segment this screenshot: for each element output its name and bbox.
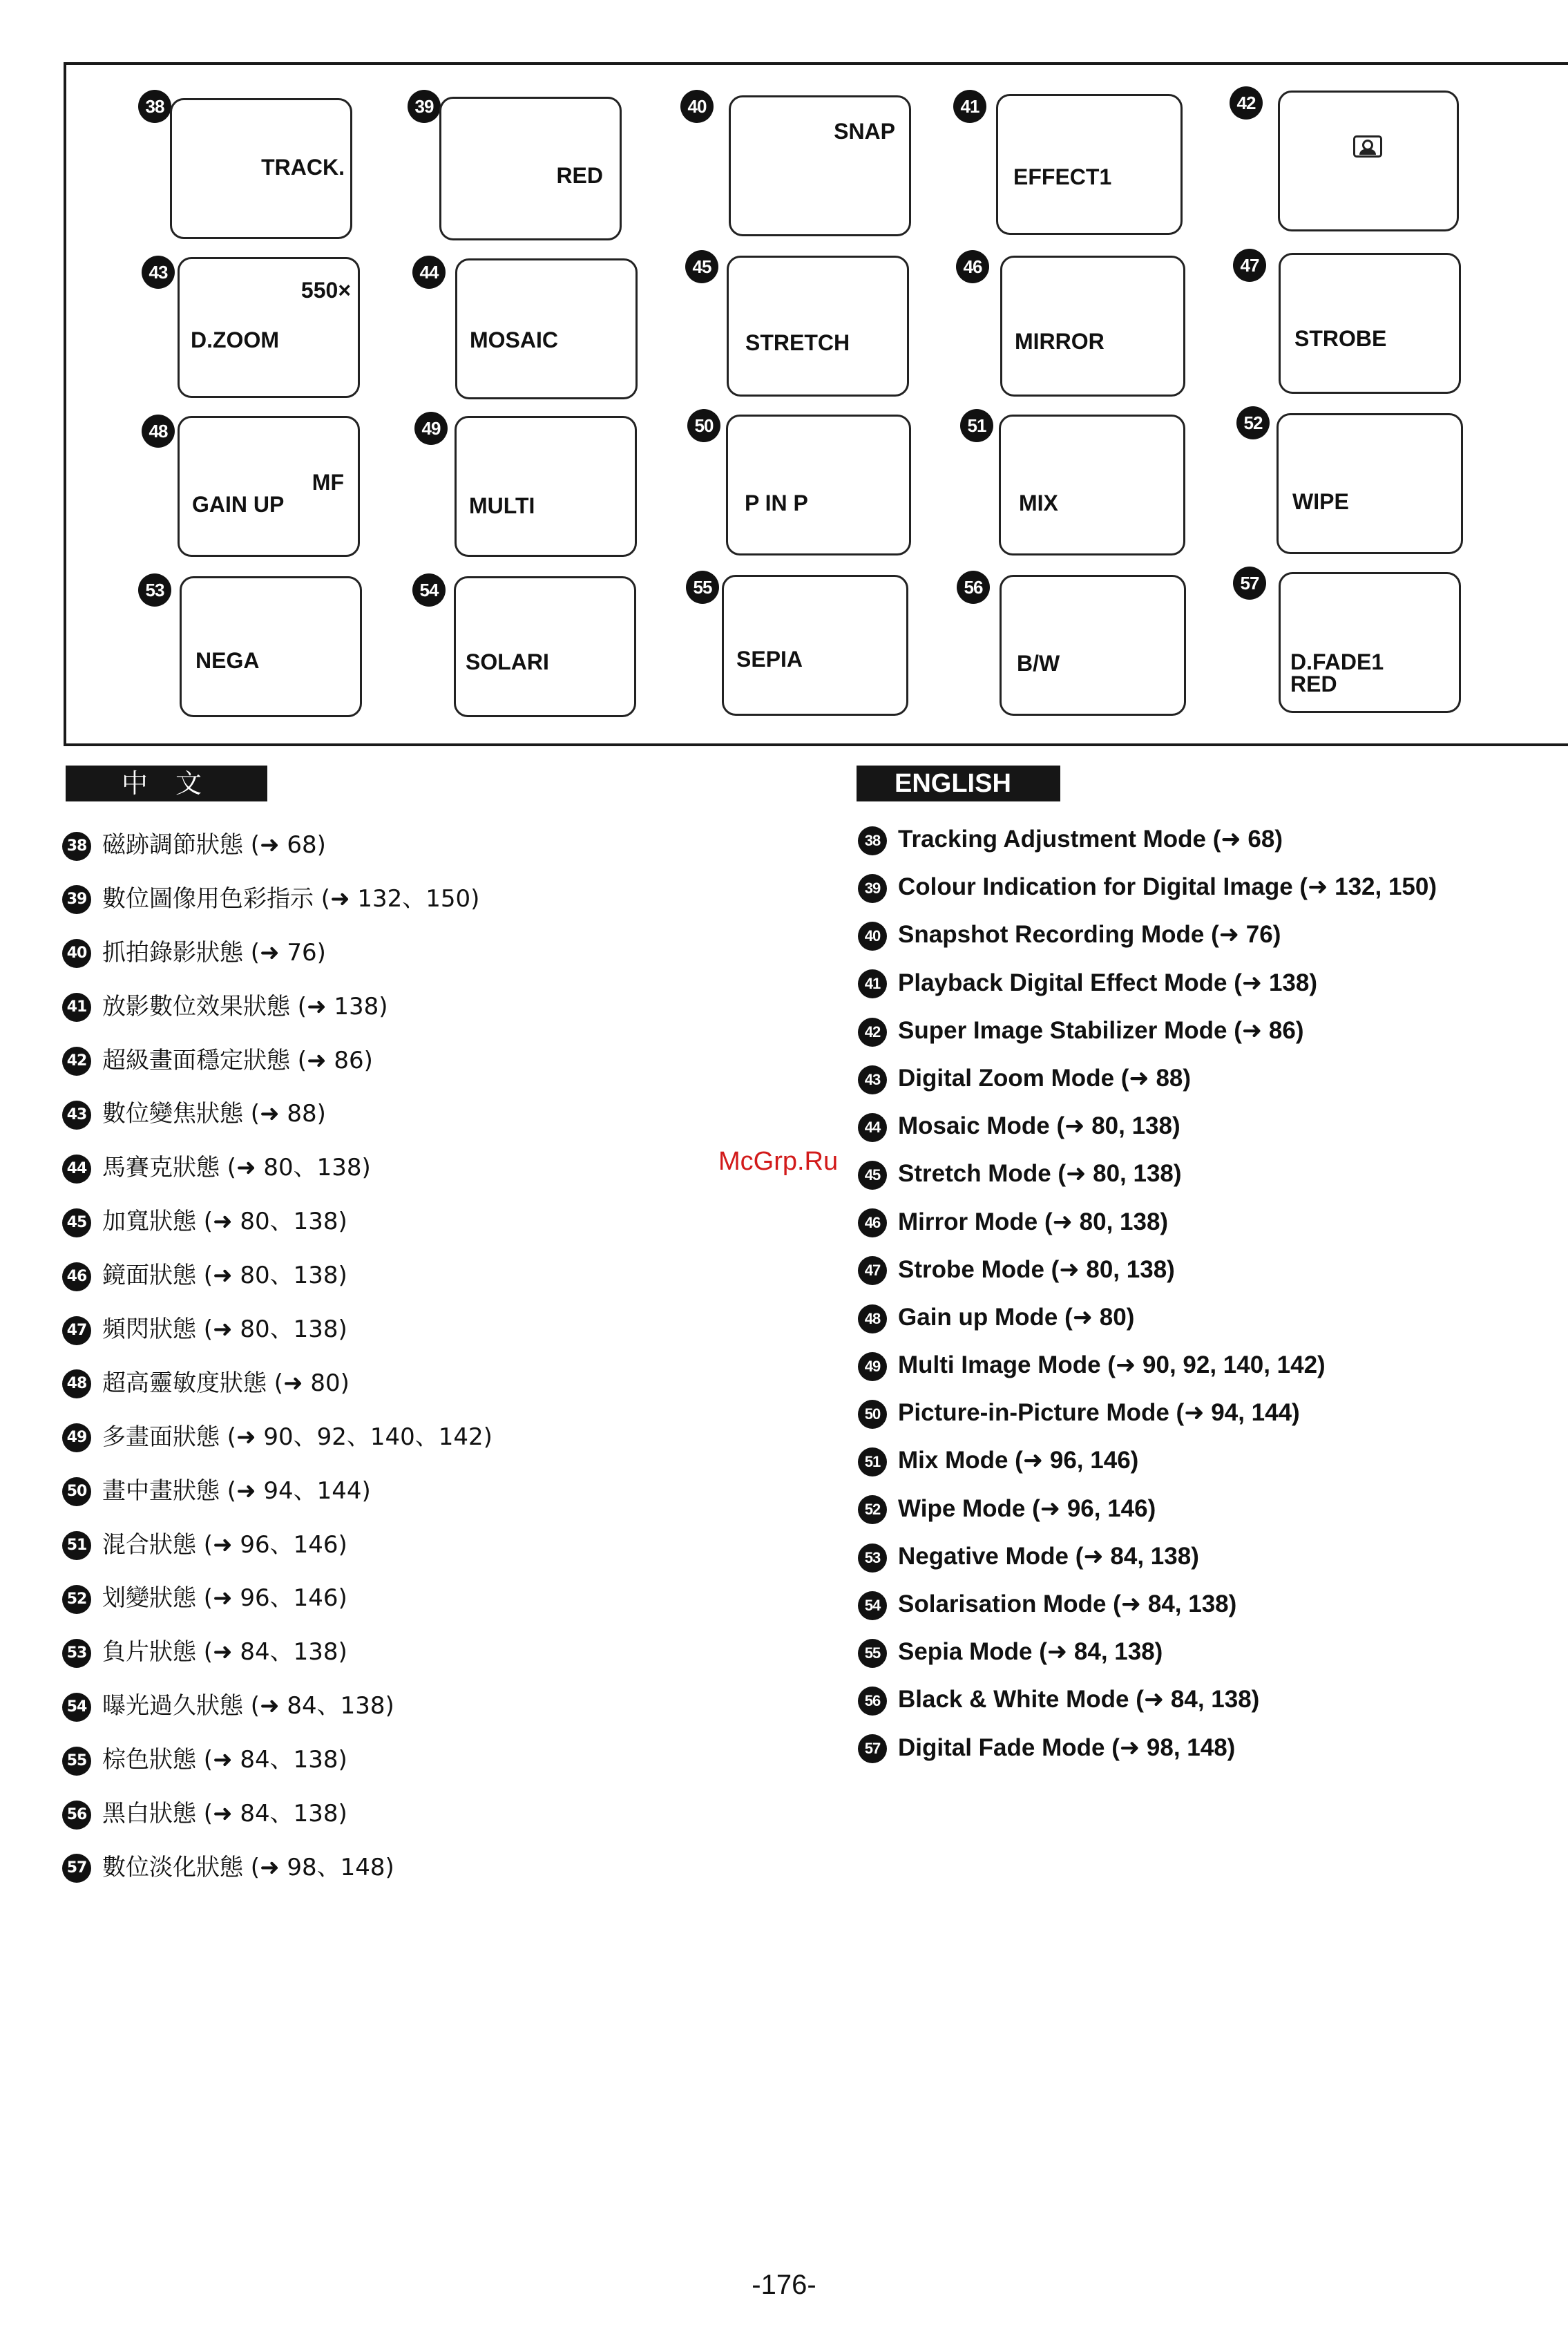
display-label: MIX	[1019, 491, 1058, 515]
list-item-text: Mosaic Mode (➜ 80, 138)	[898, 1112, 1180, 1140]
item-number-badge: 55	[686, 571, 719, 604]
english-mode-list	[858, 822, 1437, 1778]
display-label: STROBE	[1294, 326, 1387, 351]
list-item-text: 曝光過久狀態 (➜ 84、138)	[102, 1692, 394, 1720]
display-cell-54	[412, 573, 689, 736]
display-cell-44	[412, 256, 689, 418]
list-item-text: Sepia Mode (➜ 84, 138)	[898, 1638, 1163, 1666]
list-item	[62, 1204, 493, 1258]
item-number-badge: 56	[858, 1687, 887, 1716]
item-number-badge: 41	[953, 90, 986, 123]
display-cell-53	[138, 573, 414, 736]
list-item-text: 畫中畫狀態 (➜ 94、144)	[102, 1476, 371, 1505]
list-item-text: 黑白狀態 (➜ 84、138)	[102, 1800, 347, 1828]
list-item	[858, 1300, 1437, 1348]
item-number-badge: 42	[62, 1047, 91, 1076]
display-screen	[1277, 413, 1463, 554]
list-item	[62, 1150, 493, 1204]
list-item	[62, 1742, 493, 1796]
display-screen	[455, 416, 637, 557]
display-cell-38	[138, 90, 414, 252]
item-number-badge: 55	[858, 1639, 887, 1668]
list-item-text: Multi Image Mode (➜ 90, 92, 140, 142)	[898, 1351, 1326, 1379]
item-number-badge: 52	[62, 1585, 91, 1614]
list-item	[62, 1258, 493, 1312]
list-item-text: Strobe Mode (➜ 80, 138)	[898, 1255, 1175, 1283]
list-item	[858, 1443, 1437, 1491]
display-screen	[726, 415, 911, 555]
display-label: SEPIA	[736, 647, 803, 672]
list-item	[62, 1312, 493, 1366]
list-item	[858, 1109, 1437, 1157]
list-item-text: Black & White Mode (➜ 84, 138)	[898, 1686, 1260, 1713]
list-item-text: Wipe Mode (➜ 96, 146)	[898, 1494, 1156, 1522]
display-screen	[454, 576, 636, 717]
item-number-badge: 53	[62, 1639, 91, 1668]
list-item	[62, 1420, 493, 1474]
item-number-badge: 51	[858, 1447, 887, 1476]
list-item-text: Playback Digital Effect Mode (➜ 138)	[898, 969, 1317, 996]
display-screen	[727, 256, 909, 397]
display-cell-52	[1236, 406, 1513, 569]
item-number-badge: 54	[412, 573, 446, 607]
list-item-text: 抓拍錄影狀態 (➜ 76)	[102, 938, 326, 967]
display-label: 550×	[300, 278, 351, 303]
display-screen	[1279, 253, 1461, 394]
item-number-badge: 56	[62, 1801, 91, 1830]
list-item	[858, 1061, 1437, 1109]
page-number: -176-	[752, 2270, 816, 2300]
chinese-mode-list	[62, 828, 493, 1904]
english-section-header: ENGLISH	[857, 766, 1060, 801]
item-number-badge: 46	[956, 250, 989, 283]
list-item	[858, 1253, 1437, 1300]
list-item-text: 鏡面狀態 (➜ 80、138)	[102, 1262, 347, 1290]
list-item-text: Snapshot Recording Mode (➜ 76)	[898, 921, 1281, 949]
list-item	[858, 1682, 1437, 1730]
list-item-text: 磁跡調節狀態 (➜ 68)	[102, 831, 326, 859]
display-screen	[1279, 572, 1461, 713]
display-label: RED	[1290, 672, 1337, 696]
item-number-badge: 43	[858, 1065, 887, 1094]
item-number-badge: 46	[62, 1262, 91, 1291]
list-item	[62, 1528, 493, 1582]
list-item-text: Super Image Stabilizer Mode (➜ 86)	[898, 1016, 1304, 1044]
list-item	[858, 966, 1437, 1014]
display-screen	[455, 258, 638, 399]
list-item-text: 數位淡化狀態 (➜ 98、148)	[102, 1853, 394, 1881]
list-item	[62, 1096, 493, 1150]
display-screen	[170, 98, 352, 239]
list-item	[62, 828, 493, 882]
display-cell-40	[680, 90, 957, 252]
display-label: SOLARI	[466, 649, 549, 674]
list-item	[62, 1635, 493, 1689]
item-number-badge: 44	[858, 1113, 887, 1142]
display-cell-56	[957, 571, 1233, 733]
item-number-badge: 40	[680, 90, 714, 123]
list-item-text: 超級畫面穩定狀態 (➜ 86)	[102, 1046, 373, 1074]
display-cell-46	[956, 250, 1232, 412]
list-item-text: 多畫面狀態 (➜ 90、92、140、142)	[102, 1423, 493, 1451]
item-number-badge: 53	[138, 573, 171, 607]
item-number-badge: 51	[960, 409, 993, 442]
item-number-badge: 39	[858, 874, 887, 903]
item-number-badge: 50	[858, 1400, 887, 1429]
display-screen	[999, 415, 1185, 555]
item-number-badge: 41	[858, 969, 887, 998]
list-item	[62, 935, 493, 989]
item-number-badge: 57	[62, 1854, 91, 1883]
item-number-badge: 52	[1236, 406, 1270, 439]
list-item-text: 馬賽克狀態 (➜ 80、138)	[102, 1154, 371, 1182]
list-item-text: Solarisation Mode (➜ 84, 138)	[898, 1590, 1237, 1617]
item-number-badge: 52	[858, 1495, 887, 1524]
item-number-badge: 45	[685, 250, 718, 283]
item-number-badge: 43	[142, 256, 175, 289]
list-item	[62, 1474, 493, 1528]
list-item-text: 棕色狀態 (➜ 84、138)	[102, 1746, 347, 1774]
list-item-text: 放影數位效果狀態 (➜ 138)	[102, 992, 388, 1020]
display-label: TRACK.	[261, 155, 345, 180]
display-cell-49	[414, 412, 691, 574]
list-item-text: Picture-in-Picture Mode (➜ 94, 144)	[898, 1399, 1300, 1427]
list-item-text: Gain up Mode (➜ 80)	[898, 1303, 1135, 1331]
item-number-badge: 47	[858, 1256, 887, 1285]
list-item	[62, 1850, 493, 1904]
list-item-text: 加寬狀態 (➜ 80、138)	[102, 1208, 347, 1236]
display-screen	[439, 97, 622, 240]
item-number-badge: 50	[62, 1477, 91, 1506]
list-item	[62, 1689, 493, 1742]
list-item-text: Colour Indication for Digital Image (➜ 132, 150)	[898, 873, 1437, 901]
chinese-section-header: 中 文	[66, 766, 267, 801]
list-item	[858, 1587, 1437, 1635]
display-screen	[729, 95, 911, 236]
item-number-badge: 50	[687, 409, 720, 442]
list-item	[858, 1396, 1437, 1443]
list-item	[858, 1157, 1437, 1204]
list-item	[858, 1348, 1437, 1396]
item-number-badge: 53	[858, 1544, 887, 1573]
list-item	[62, 1366, 493, 1420]
list-item	[858, 1731, 1437, 1778]
display-screen	[180, 576, 362, 717]
list-item-text: Stretch Mode (➜ 80, 138)	[898, 1160, 1182, 1188]
display-cell-39	[408, 90, 684, 252]
list-item-text: 超高靈敏度狀態 (➜ 80)	[102, 1369, 350, 1397]
list-item	[62, 1043, 493, 1097]
list-item-text: Negative Mode (➜ 84, 138)	[898, 1542, 1199, 1570]
item-number-badge: 38	[858, 826, 887, 855]
display-label: MF	[312, 470, 344, 495]
display-label: STRETCH	[745, 330, 850, 355]
list-item-text: Digital Zoom Mode (➜ 88)	[898, 1064, 1192, 1092]
item-number-badge: 56	[957, 571, 990, 604]
list-item-text: 數位變焦狀態 (➜ 88)	[102, 1100, 326, 1128]
list-item	[858, 1635, 1437, 1682]
display-screen	[1278, 91, 1459, 231]
list-item	[858, 870, 1437, 918]
list-item	[858, 918, 1437, 965]
item-number-badge: 49	[414, 412, 448, 445]
display-label: MULTI	[469, 493, 535, 518]
item-number-badge: 55	[62, 1747, 91, 1776]
display-cell-45	[685, 250, 962, 412]
list-item-text: Digital Fade Mode (➜ 98, 148)	[898, 1734, 1236, 1761]
item-number-badge: 43	[62, 1101, 91, 1130]
display-screen	[1000, 575, 1186, 716]
item-number-badge: 48	[62, 1369, 91, 1398]
item-number-badge: 51	[62, 1531, 91, 1560]
list-item	[858, 1205, 1437, 1253]
image-stabilizer-icon	[1353, 135, 1382, 158]
item-number-badge: 48	[858, 1304, 887, 1333]
list-item-text: Tracking Adjustment Mode (➜ 68)	[898, 826, 1283, 853]
display-cell-42	[1230, 86, 1506, 249]
item-number-badge: 47	[1233, 249, 1266, 282]
display-label: D.FADE1	[1290, 649, 1384, 674]
display-screen	[178, 257, 360, 398]
item-number-badge: 47	[62, 1316, 91, 1345]
display-screen	[1000, 256, 1185, 397]
display-label: RED	[556, 163, 603, 188]
watermark-text: McGrp.Ru	[718, 1147, 839, 1176]
item-number-badge: 57	[858, 1734, 887, 1763]
list-item	[62, 1796, 493, 1850]
display-cell-41	[953, 90, 1230, 252]
list-item-text: 數位圖像用色彩指示 (➜ 132、150)	[102, 884, 480, 913]
item-number-badge: 38	[138, 90, 171, 123]
display-cell-57	[1233, 567, 1509, 729]
list-item-text: 混合狀態 (➜ 96、146)	[102, 1530, 347, 1559]
display-screen	[996, 94, 1183, 235]
display-label: P IN P	[745, 491, 808, 515]
display-label: GAIN UP	[192, 492, 285, 517]
list-item	[62, 882, 493, 935]
item-number-badge: 39	[62, 885, 91, 914]
item-number-badge: 45	[858, 1161, 887, 1190]
display-label: EFFECT1	[1013, 164, 1112, 189]
display-cell-47	[1233, 249, 1509, 411]
list-item-text: 划變狀態 (➜ 96、146)	[102, 1584, 347, 1613]
item-number-badge: 39	[408, 90, 441, 123]
display-cell-55	[686, 571, 962, 733]
display-label: MOSAIC	[470, 327, 558, 352]
item-number-badge: 41	[62, 993, 91, 1022]
item-number-badge: 40	[858, 922, 887, 951]
display-cell-43	[142, 256, 418, 418]
display-cell-51	[960, 409, 1236, 571]
list-item	[62, 1581, 493, 1635]
list-item	[858, 1539, 1437, 1587]
item-number-badge: 57	[1233, 567, 1266, 600]
display-cell-50	[687, 409, 964, 571]
item-number-badge: 49	[858, 1352, 887, 1381]
item-number-badge: 42	[858, 1018, 887, 1047]
item-number-badge: 38	[62, 832, 91, 861]
list-item-text: Mix Mode (➜ 96, 146)	[898, 1447, 1139, 1474]
display-screen	[178, 416, 360, 557]
list-item-text: Mirror Mode (➜ 80, 138)	[898, 1208, 1169, 1235]
list-item	[858, 822, 1437, 870]
item-number-badge: 54	[62, 1693, 91, 1722]
list-item	[62, 989, 493, 1043]
display-label: MIRROR	[1015, 329, 1105, 354]
list-item-text: 頻閃狀態 (➜ 80、138)	[102, 1316, 347, 1344]
item-number-badge: 44	[62, 1155, 91, 1184]
item-number-badge: 46	[858, 1208, 887, 1237]
list-item	[858, 1014, 1437, 1061]
display-label: WIPE	[1292, 489, 1349, 514]
item-number-badge: 40	[62, 939, 91, 968]
item-number-badge: 48	[142, 415, 175, 448]
item-number-badge: 42	[1230, 86, 1263, 120]
item-number-badge: 49	[62, 1423, 91, 1452]
list-item	[858, 1492, 1437, 1539]
display-label: NEGA	[195, 648, 260, 673]
display-screen	[722, 575, 908, 716]
list-item-text: 負片狀態 (➜ 84、138)	[102, 1638, 347, 1666]
display-label: D.ZOOM	[191, 327, 279, 352]
item-number-badge: 45	[62, 1208, 91, 1237]
display-label: B/W	[1017, 651, 1060, 676]
item-number-badge: 54	[858, 1591, 887, 1620]
item-number-badge: 44	[412, 256, 446, 289]
display-cell-48	[142, 415, 418, 577]
display-label: SNAP	[834, 119, 895, 144]
